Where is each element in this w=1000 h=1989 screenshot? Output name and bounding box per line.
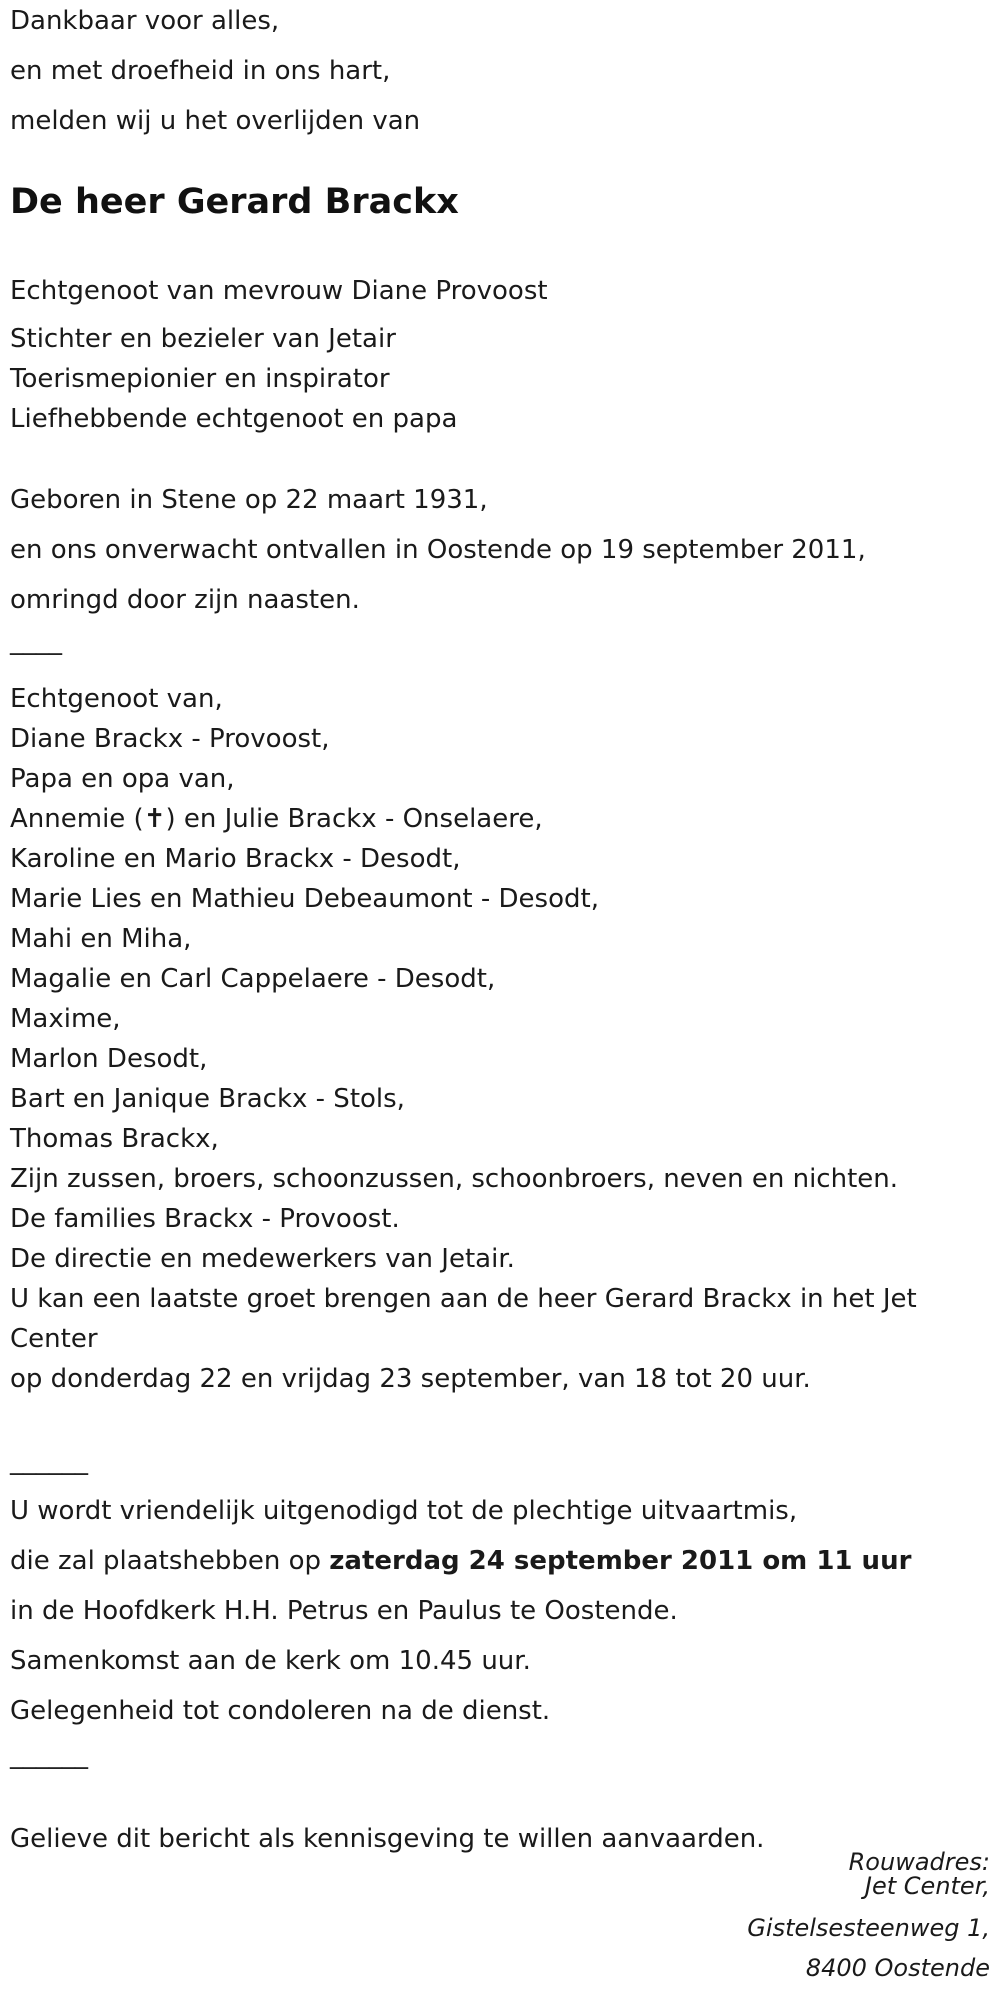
family-line: Mahi en Miha,: [10, 924, 192, 954]
birth-death-line: en ons onverwacht ontvallen in Oostende op 19 september 2011,: [10, 535, 866, 565]
address-street: Gistelsesteenweg 1,: [747, 1914, 990, 1942]
separator: ______: [10, 1446, 88, 1476]
family-line: Zijn zussen, broers, schoonzussen, schoonbroers, neven en nichten.: [10, 1164, 898, 1194]
family-line: Marie Lies en Mathieu Debeaumont - Desodt,: [10, 884, 599, 914]
address-city: 8400 Oostende: [805, 1954, 990, 1982]
intro-line: en met droefheid in ons hart,: [10, 56, 391, 86]
role-line: Liefhebbende echtgenoot en papa: [10, 404, 458, 434]
family-line: De directie en medewerkers van Jetair.: [10, 1244, 515, 1274]
family-line: Center: [10, 1324, 98, 1354]
family-line: Bart en Janique Brackx - Stols,: [10, 1084, 405, 1114]
address-label: Rouwadres:: [848, 1848, 990, 1876]
family-line: Thomas Brackx,: [10, 1124, 219, 1154]
funeral-date-prefix: die zal plaatshebben op: [10, 1546, 330, 1576]
funeral-line: in de Hoofdkerk H.H. Petrus en Paulus te Oostende.: [10, 1596, 678, 1626]
role-line: Echtgenoot van mevrouw Diane Provoost: [10, 276, 548, 306]
family-line: Karoline en Mario Brackx - Desodt,: [10, 844, 461, 874]
family-line: Annemie (✝) en Julie Brackx - Onselaere,: [10, 804, 543, 834]
funeral-line: Gelegenheid tot condoleren na de dienst.: [10, 1696, 551, 1726]
address-name: Jet Center,: [864, 1872, 990, 1900]
notice-line: Gelieve dit bericht als kennisgeving te willen aanvaarden.: [10, 1824, 765, 1854]
family-line: U kan een laatste groet brengen aan de heer Gerard Brackx in het Jet: [10, 1284, 917, 1314]
funeral-line: Samenkomst aan de kerk om 10.45 uur.: [10, 1646, 531, 1676]
birth-death-line: Geboren in Stene op 22 maart 1931,: [10, 485, 488, 515]
intro-line: Dankbaar voor alles,: [10, 6, 280, 36]
family-line: Magalie en Carl Cappelaere - Desodt,: [10, 964, 496, 994]
intro-line: melden wij u het overlijden van: [10, 106, 421, 136]
birth-death-line: omringd door zijn naasten.: [10, 585, 360, 615]
role-line: Toerismepionier en inspirator: [10, 364, 390, 394]
family-line: Maxime,: [10, 1004, 121, 1034]
family-line: Papa en opa van,: [10, 764, 235, 794]
role-line: Stichter en bezieler van Jetair: [10, 324, 396, 354]
separator: ____: [10, 626, 62, 656]
funeral-line: U wordt vriendelijk uitgenodigd tot de plechtige uitvaartmis,: [10, 1496, 798, 1526]
funeral-date: zaterdag 24 september 2011 om 11 uur: [329, 1546, 912, 1576]
family-line: Diane Brackx - Provoost,: [10, 724, 330, 754]
deceased-name: De heer Gerard Brackx: [10, 182, 459, 222]
family-line: Echtgenoot van,: [10, 684, 223, 714]
family-line: op donderdag 22 en vrijdag 23 september, van 18 tot 20 uur.: [10, 1364, 811, 1394]
funeral-line: [10, 1546, 911, 1577]
family-line: Marlon Desodt,: [10, 1044, 208, 1074]
family-line: De families Brackx - Provoost.: [10, 1204, 400, 1234]
separator: ______: [10, 1740, 88, 1770]
